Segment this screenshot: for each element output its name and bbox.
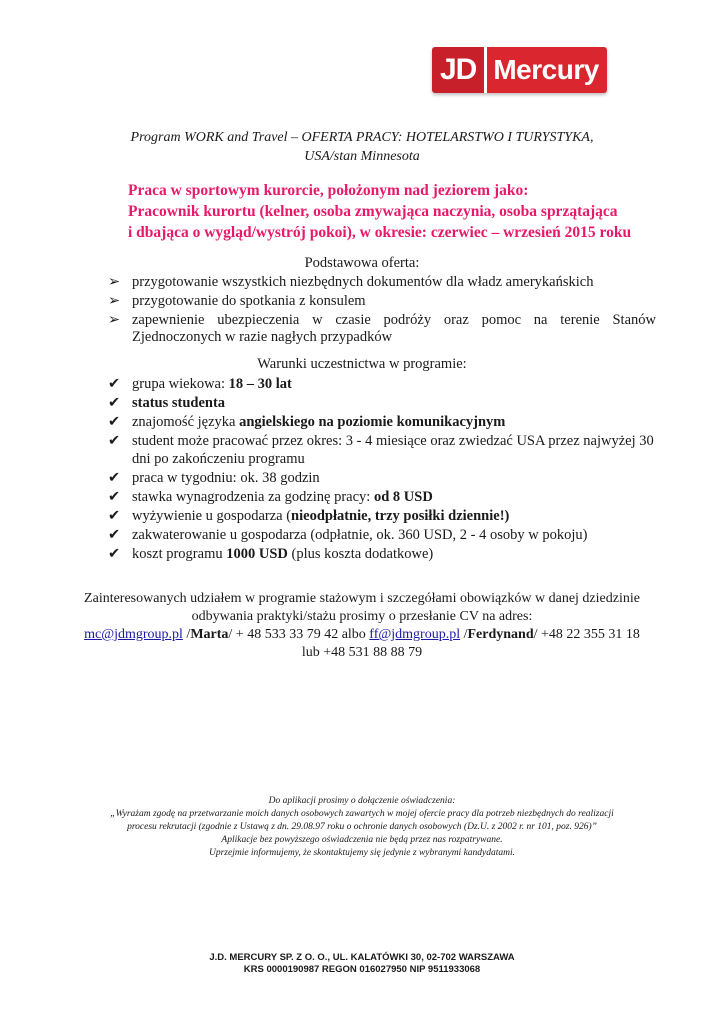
list-item: ➢ przygotowanie wszystkich niezbędnych dokumentów dla władz amerykańskich [108, 274, 594, 290]
contact-line-3: mc@jdmgroup.pl /Marta/ + 48 533 33 79 42 albo ff@jdmgroup.pl /Ferdynand/ +48 22 355 31 18 [84, 627, 640, 642]
email-link-ferdynand[interactable]: ff@jdmgroup.pl [369, 627, 461, 642]
contact-line-1: Zainteresowanych udziałem w programie stażowym i szczegółami obowiązków w danej dziedzinie [84, 591, 640, 606]
conditions-list [108, 375, 656, 564]
list-item: ✔ stawka wynagrodzenia za godzinę pracy: od 8 USD [108, 489, 433, 505]
contact-name-ferdynand: Ferdynand [467, 627, 534, 642]
consent-line-3: procesu rekrutacji (zgodnie z Ustawą z dn. 29.08.97 roku o ochronie danych osobowych (Dz.U. z 2002 r. nr 101, poz. 926)” [127, 822, 597, 832]
job-headline [128, 180, 668, 243]
list-item: ➢ zapewnienie ubezpieczenia w czasie podróży oraz pomoc na terenie Stanów Zjednoczonych w razie nagłych przypadków [108, 312, 656, 345]
check-bullet-icon: ✔ [108, 414, 121, 430]
list-item: ✔ znajomość języka angielskiego na poziomie komunikacyjnym [108, 414, 506, 430]
consent-line-2: „Wyrażam zgodę na przetwarzanie moich danych osobowych zawartych w mojej ofercie pracy dla potrzeb niezbędnych do realizacji [110, 809, 614, 819]
arrow-bullet-icon: ➢ [108, 274, 121, 290]
headline-line-1: Praca w sportowym kurorcie, położonym nad jeziorem jako: [128, 182, 529, 199]
offer-list [108, 274, 656, 348]
check-bullet-icon: ✔ [108, 527, 121, 543]
list-item: ✔ status studenta [108, 395, 226, 411]
list-item: ➢ przygotowanie do spotkania z konsulem [108, 293, 366, 309]
consent-line-4: Aplikacje bez powyższego oświadczenia nie będą przez nas rozpatrywane. [221, 835, 503, 845]
arrow-bullet-icon: ➢ [108, 312, 121, 328]
document-title [60, 128, 664, 166]
check-bullet-icon: ✔ [108, 376, 121, 392]
arrow-bullet-icon: ➢ [108, 293, 121, 309]
check-bullet-icon: ✔ [108, 395, 121, 411]
contact-section [60, 590, 664, 662]
company-footer [60, 952, 664, 976]
check-bullet-icon: ✔ [108, 433, 121, 449]
footer-line-1: J.D. MERCURY SP. Z O. O., UL. KALATÓWKI 30, 02-702 WARSZAWA [209, 952, 515, 963]
offer-heading: Podstawowa oferta: [304, 255, 420, 271]
consent-section [60, 795, 664, 860]
list-item: ✔ koszt programu 1000 USD (plus koszta dodatkowe) [108, 546, 434, 562]
company-logo [432, 47, 607, 93]
logo-mercury: Mercury [487, 47, 606, 93]
contact-line-2: odbywania praktyki/stażu prosimy o przesłanie CV na adres: [191, 609, 533, 624]
contact-line-4: lub +48 531 88 88 79 [301, 645, 423, 660]
consent-line-1: Do aplikacji prosimy o dołączenie oświadczenia: [268, 796, 456, 806]
list-item: ✔ zakwaterowanie u gospodarza (odpłatnie, ok. 360 USD, 2 - 4 osoby w pokoju) [108, 527, 588, 543]
email-link-marta[interactable]: mc@jdmgroup.pl [84, 627, 183, 642]
footer-line-2: KRS 0000190987 REGON 016027950 NIP 9511933068 [243, 964, 481, 975]
check-bullet-icon: ✔ [108, 546, 121, 562]
title-line-1: Program WORK and Travel – OFERTA PRACY: HOTELARSTWO I TURYSTYKA, [130, 130, 594, 145]
consent-line-5: Uprzejmie informujemy, że skontaktujemy się jedynie z wybranymi kandydatami. [208, 848, 516, 858]
check-bullet-icon: ✔ [108, 489, 121, 505]
conditions-heading: Warunki uczestnictwa w programie: [257, 356, 467, 372]
logo-jd: JD [432, 47, 484, 93]
headline-line-3: i dbająca o wygląd/wystrój pokoi), w okresie: czerwiec – wrzesień 2015 roku [128, 224, 632, 241]
contact-name-marta: Marta [190, 627, 229, 642]
check-bullet-icon: ✔ [108, 470, 121, 486]
list-item: ✔ grupa wiekowa: 18 – 30 lat [108, 376, 292, 392]
list-item: ✔ student może pracować przez okres: 3 - 4 miesiące oraz zwiedzać USA przez najwyżej 30 dni po zakończeniu programu [108, 433, 654, 467]
check-bullet-icon: ✔ [108, 508, 121, 524]
title-line-2: USA/stan Minnesota [304, 149, 420, 164]
list-item: ✔ wyżywienie u gospodarza (nieodpłatnie, trzy posiłki dziennie!) [108, 508, 510, 524]
headline-line-2: Pracownik kurortu (kelner, osoba zmywająca naczynia, osoba sprzątająca [128, 203, 618, 220]
list-item: ✔ praca w tygodniu: ok. 38 godzin [108, 470, 320, 486]
